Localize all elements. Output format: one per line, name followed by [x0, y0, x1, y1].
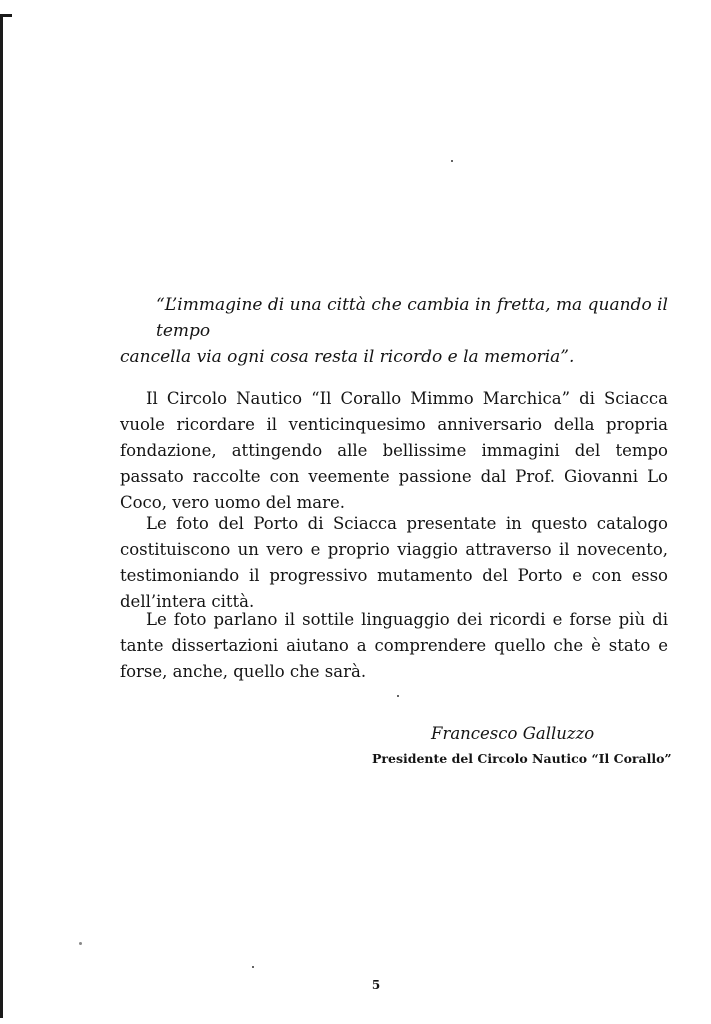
paragraph-anniversary: Il Circolo Nautico “Il Corallo Mimmo Marchica” di Sciacca vuole ricordare il venticinquesimo anniversario della propria fondazione, attingendo alle bellissime immagini del tempo passato raccolte con veemente passione dal Prof. Giovanni Lo Coco, vero uomo del mare. — [120, 389, 668, 512]
page-edge-line — [0, 14, 3, 1018]
scan-speck — [79, 942, 82, 945]
quote-line-1: “L’immagine di una città che cambia in fretta, ma quando il tempo — [156, 295, 668, 341]
epigraph-quote — [120, 292, 668, 370]
page-edge-corner — [0, 14, 12, 17]
signature-role: Presidente del Circolo Nautico “Il Corallo” — [372, 751, 672, 766]
page-number: 5 — [371, 978, 381, 992]
scan-speck — [252, 966, 254, 968]
quote-line-2: cancella via ogni cosa resta il ricordo e la memoria”. — [120, 347, 575, 367]
paragraph-catalog: Le foto del Porto di Sciacca presentate in questo catalogo costituiscono un vero e proprio viaggio attraverso il novecento, testimoniando il progressivo mutamento del Porto e con esso dell’intera città. — [120, 514, 668, 611]
signature-name: Francesco Galluzzo — [431, 724, 595, 743]
paragraph-memories: Le foto parlano il sottile linguaggio dei ricordi e forse più di tante dissertazioni aiutano a comprendere quello che è stato e forse, anche, quello che sarà. — [120, 610, 668, 681]
scan-speck — [451, 160, 453, 162]
scan-speck — [397, 695, 399, 697]
